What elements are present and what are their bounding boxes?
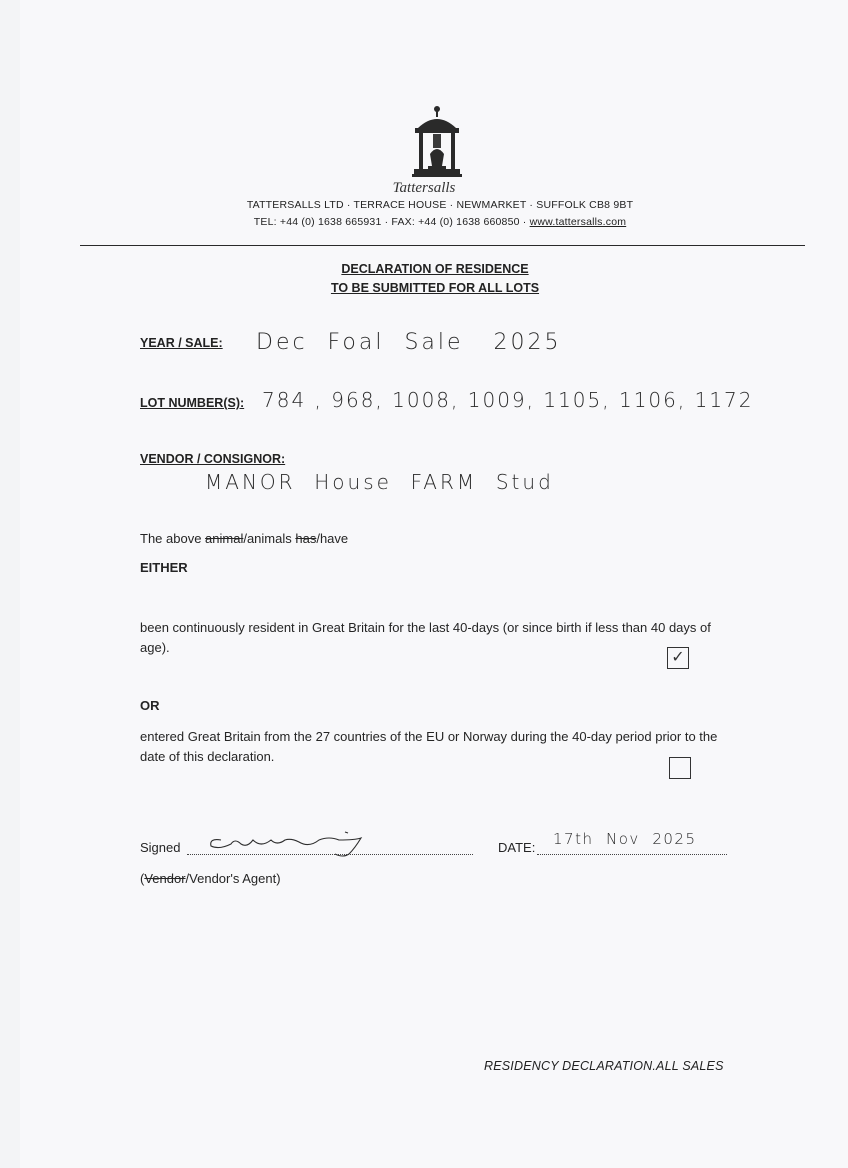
website-link[interactable]: www.tattersalls.com [529, 216, 627, 228]
option-2-text: entered Great Britain from the 27 countries of the EU or Norway during the 40-day period prior to the date of this declaration. [140, 729, 718, 764]
option-1-text: been continuously resident in Great Britain for the last 40-days (or since birth if less than 40 days of age). [140, 620, 711, 655]
vendor-agent-caption [140, 869, 281, 889]
footer-label: RESIDENCY DECLARATION.ALL SALES [484, 1059, 724, 1073]
above-mid: /animals [243, 531, 296, 546]
form-title: DECLARATION OF RESIDENCE [341, 262, 529, 276]
caption-rest: /Vendor's Agent) [185, 871, 281, 886]
lot-number-value[interactable]: 784 , 968, 1008, 1009, 1105, 1106, 1172 [262, 388, 754, 412]
header-divider [80, 245, 805, 246]
above-animals-statement [140, 529, 348, 549]
struck-animal: animal [205, 531, 244, 546]
caption-open: ( [140, 871, 145, 886]
brand-name: Tattersalls [392, 180, 456, 196]
struck-has: has [295, 531, 317, 546]
year-sale-label: YEAR / SALE: [140, 336, 223, 350]
vendor-consignor-value[interactable]: MANOR House FARM Stud [205, 470, 554, 494]
above-prefix: The above [140, 531, 206, 546]
or-label: OR [140, 698, 160, 713]
company-address: TATTERSALLS LTD · TERRACE HOUSE · NEWMARKET · SUFFOLK CB8 9BT [246, 199, 634, 211]
check-mark-icon: ✓ [671, 649, 685, 666]
year-sale-value[interactable]: Dec Foal Sale 2025 [256, 330, 562, 355]
tattersalls-logo-icon [412, 104, 462, 180]
handwritten-signature-icon [205, 830, 365, 862]
either-label: EITHER [140, 560, 188, 575]
vendor-consignor-label: VENDOR / CONSIGNOR: [140, 452, 286, 466]
date-field[interactable] [537, 830, 727, 852]
option-1-checkbox[interactable] [667, 647, 689, 669]
signed-label: Signed [140, 840, 181, 855]
option-2-checkbox[interactable] [669, 757, 691, 779]
lot-number-label: LOT NUMBER(S): [140, 396, 245, 410]
above-suffix: /have [316, 531, 349, 546]
contact-numbers: TEL: +44 (0) 1638 665931 · FAX: +44 (0) 1638 660850 · [253, 216, 530, 228]
company-contact [0, 216, 848, 228]
form-subtitle: TO BE SUBMITTED FOR ALL LOTS [330, 281, 540, 295]
signature-field[interactable] [187, 842, 473, 852]
date-value: 17th Nov 2025 [553, 830, 697, 848]
date-label: DATE: [498, 840, 536, 855]
struck-vendor: Vendor [144, 871, 186, 886]
